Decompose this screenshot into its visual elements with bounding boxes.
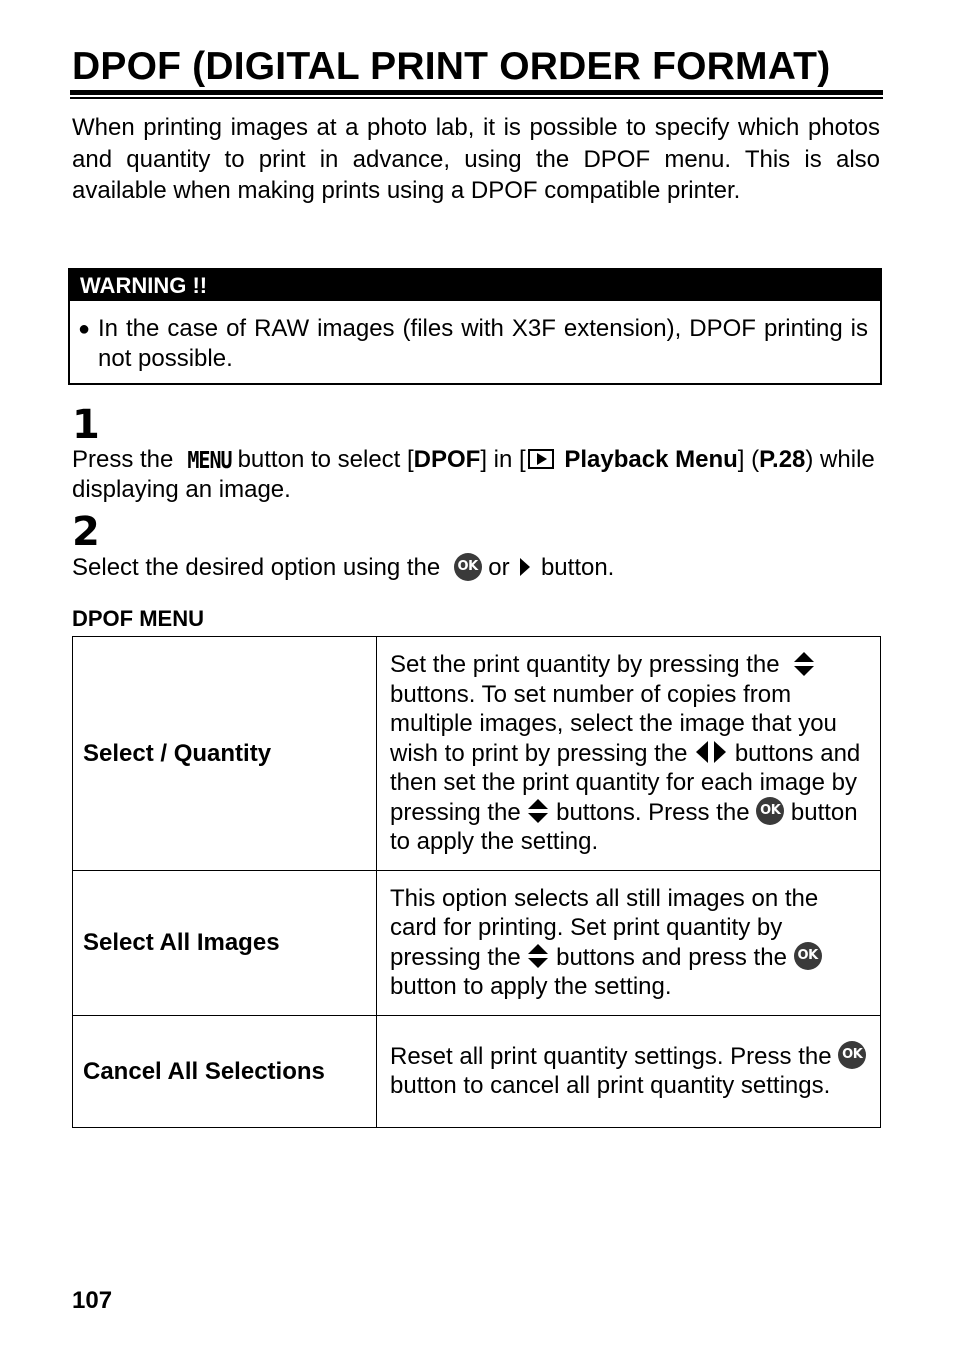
option-cancel-all-selections: Cancel All Selections bbox=[73, 1015, 377, 1127]
page-number: 107 bbox=[72, 1287, 113, 1314]
warning-body bbox=[78, 314, 868, 374]
warning-text: In the case of RAW images (files with X3F extension), DPOF printing is not possible. bbox=[98, 315, 868, 372]
ok-button-icon: OK bbox=[794, 942, 822, 970]
warning-header: WARNING !! bbox=[70, 270, 880, 301]
option-description: Set the print quantity by pressing the buttons. To set number of copies from multiple images, select the image that you wish to print by pressing the buttons and then set the print quantity for each image by pressing the buttons. Press the OK button to apply the setting. bbox=[377, 637, 881, 871]
playback-icon bbox=[528, 449, 554, 469]
bullet-icon: ● bbox=[78, 318, 91, 340]
left-right-arrows-icon bbox=[694, 740, 728, 764]
page-title: DPOF (DIGITAL PRINT ORDER FORMAT) bbox=[72, 45, 831, 88]
step-number-2: 2 bbox=[72, 509, 100, 555]
up-down-arrows-icon bbox=[527, 943, 549, 969]
step-2-text: Select the desired option using the OK or button. bbox=[72, 554, 615, 581]
dpof-menu-heading: DPOF MENU bbox=[72, 606, 204, 631]
up-down-arrows-icon bbox=[527, 798, 549, 824]
ok-button-icon: OK bbox=[838, 1041, 866, 1069]
up-down-arrows-icon bbox=[793, 651, 815, 677]
table-row bbox=[73, 1015, 881, 1127]
option-description: Reset all print quantity settings. Press the OK button to cancel all print quantity settings. bbox=[377, 1015, 881, 1127]
right-arrow-icon bbox=[520, 558, 530, 576]
ok-button-icon: OK bbox=[756, 797, 784, 825]
dpof-menu-table bbox=[72, 636, 881, 1128]
title-rule-thin bbox=[70, 97, 883, 99]
table-row bbox=[73, 870, 881, 1015]
warning-box bbox=[68, 268, 882, 385]
step-number-1: 1 bbox=[72, 402, 100, 448]
table-row bbox=[73, 637, 881, 871]
step-1-text: Press the MENU button to select [DPOF] in [ Playback Menu] (P.28) while displaying an image. bbox=[72, 445, 882, 504]
ok-button-icon: OK bbox=[454, 553, 482, 581]
menu-button-icon: MENU bbox=[187, 446, 232, 474]
option-select-all-images: Select All Images bbox=[73, 870, 377, 1015]
option-description: This option selects all still images on the card for printing. Set print quantity by pressing the buttons and press the OK button to apply the setting. bbox=[377, 870, 881, 1015]
intro-paragraph: When printing images at a photo lab, it is possible to specify which photos and quantity to print in advance, using the DPOF menu. This is also available when making prints using a DPOF compatible printer. bbox=[72, 114, 880, 204]
title-rule bbox=[70, 90, 883, 95]
option-select-quantity: Select / Quantity bbox=[73, 637, 377, 871]
